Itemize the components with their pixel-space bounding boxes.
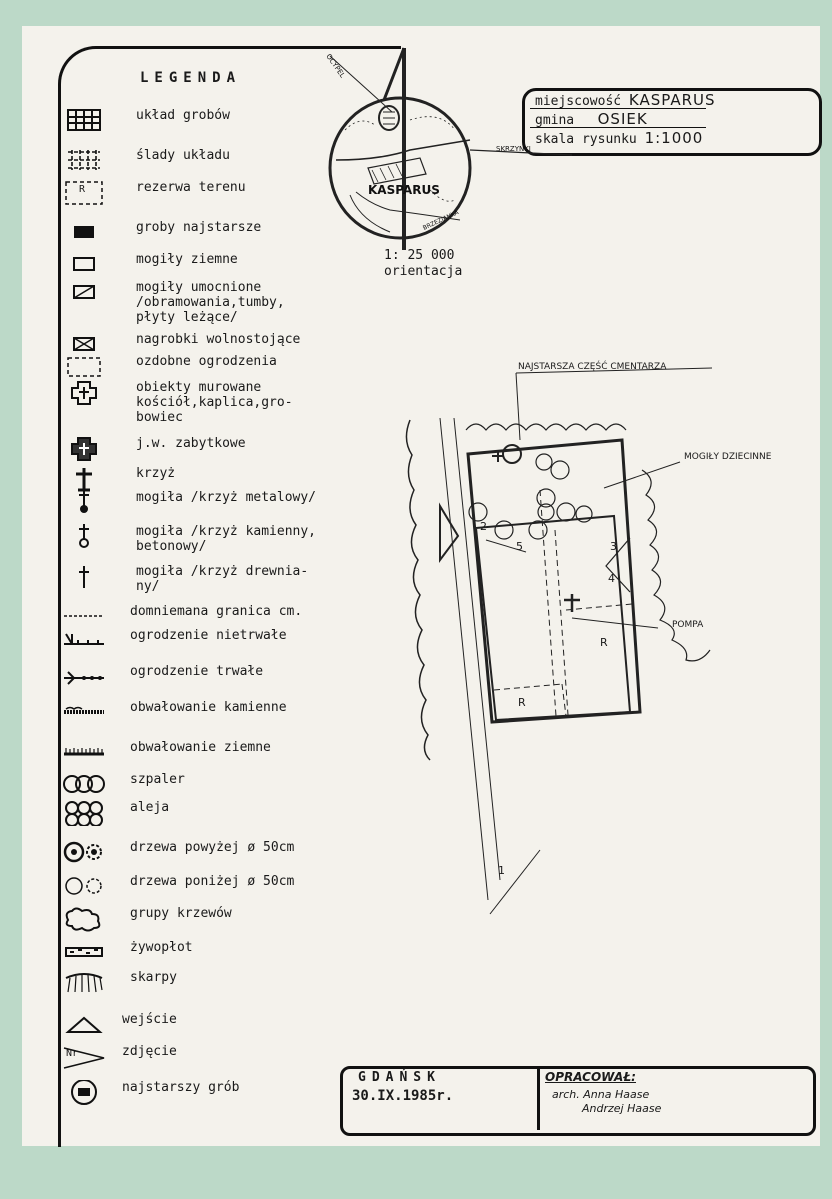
legend-label: zdjęcie xyxy=(122,1044,177,1059)
legend-label: skarpy xyxy=(130,970,177,985)
legend-label: wejście xyxy=(122,1012,177,1027)
orientation-label: orientacja xyxy=(384,264,463,279)
author-1: arch. Anna Haase xyxy=(552,1088,650,1101)
commune-value: OSIEK xyxy=(597,110,648,128)
reserve-label-1: R xyxy=(600,636,608,649)
photo-number-4: 4 xyxy=(608,572,615,585)
orientation-village-label: KASPARUS xyxy=(368,183,440,197)
legend-label: krzyż xyxy=(136,466,176,481)
legend-label: układ grobów xyxy=(136,108,230,123)
orientation-scale: 1: 25 000 xyxy=(384,248,455,263)
legend-label: ślady układu xyxy=(136,148,230,163)
footer-city: GDAŃSK xyxy=(358,1070,441,1085)
legend-label: obiekty murowane kościół,kaplica,gro- bowiec xyxy=(136,380,293,425)
legend-symbol-text: Nr xyxy=(66,1048,79,1059)
legend-label: ogrodzenie trwałe xyxy=(130,664,264,679)
orientation-north-label: OCYPEL xyxy=(324,52,347,80)
legend-label: groby najstarsze xyxy=(136,220,262,235)
legend-label: mogiły umocnione /obramowania,tumby, płyty leżące/ xyxy=(136,280,285,325)
author-2: Andrzej Haase xyxy=(582,1102,662,1115)
footer-date: 30.IX.1985r. xyxy=(352,1088,454,1104)
legend-label: mogiły ziemne xyxy=(136,252,238,267)
scale-value: 1:1000 xyxy=(644,129,704,147)
photo-number-2: 2 xyxy=(480,520,487,533)
legend-symbol-text: R xyxy=(79,184,86,195)
reserve-label-2: R xyxy=(518,696,526,709)
orientation-road-label2: BRZEZIANKA xyxy=(421,209,460,232)
legend-label: nagrobki wolnostojące xyxy=(136,332,301,347)
photo-number-1: 1 xyxy=(498,864,505,877)
legend-label: żywopłot xyxy=(130,940,193,955)
legend-label: mogiła /krzyż kamienny, betonowy/ xyxy=(136,524,317,554)
legend-label: drzewa powyżej ø 50cm xyxy=(130,840,295,855)
pump-label: POMPA xyxy=(672,620,704,630)
scale-label: skala rysunku xyxy=(535,132,637,147)
legend-label: aleja xyxy=(130,800,170,815)
photo-number-5: 5 xyxy=(516,540,523,553)
legend-label: ozdobne ogrodzenia xyxy=(136,354,277,369)
commune-label: gmina xyxy=(535,113,575,128)
legend-label: mogiła /krzyż metalowy/ xyxy=(136,490,317,505)
orientation-caption xyxy=(384,248,462,280)
legend-title: LEGENDA xyxy=(140,70,242,86)
legend-label: najstarszy grób xyxy=(122,1080,240,1095)
legend-label: szpaler xyxy=(130,772,185,787)
legend-label: grupy krzewów xyxy=(130,906,232,921)
legend-label: obwałowanie kamienne xyxy=(130,700,287,715)
orientation-road-label: SKRZYNKI xyxy=(496,145,531,153)
oldest-part-label: NAJSTARSZA CZĘŚĆ CMENTARZA xyxy=(518,362,667,372)
cemetery-sketch xyxy=(406,368,712,914)
legend-label: j.w. zabytkowe xyxy=(136,436,246,451)
legend-label: ogrodzenie nietrwałe xyxy=(130,628,287,643)
legend-label: rezerwa terenu xyxy=(136,180,246,195)
locality-label: miejscowość xyxy=(535,94,622,109)
prepared-by-label: OPRACOWAŁ: xyxy=(545,1070,636,1084)
locality-value: KASPARUS xyxy=(628,91,716,109)
legend-label: domniemana granica cm. xyxy=(130,604,303,619)
legend-label: obwałowanie ziemne xyxy=(130,740,271,755)
legend-label: mogiła /krzyż drewnia- ny/ xyxy=(136,564,309,594)
child-graves-label: MOGIŁY DZIECINNE xyxy=(684,452,772,462)
orientation-map xyxy=(330,48,575,250)
legend-label: drzewa poniżej ø 50cm xyxy=(130,874,295,889)
photo-number-3: 3 xyxy=(610,540,617,553)
